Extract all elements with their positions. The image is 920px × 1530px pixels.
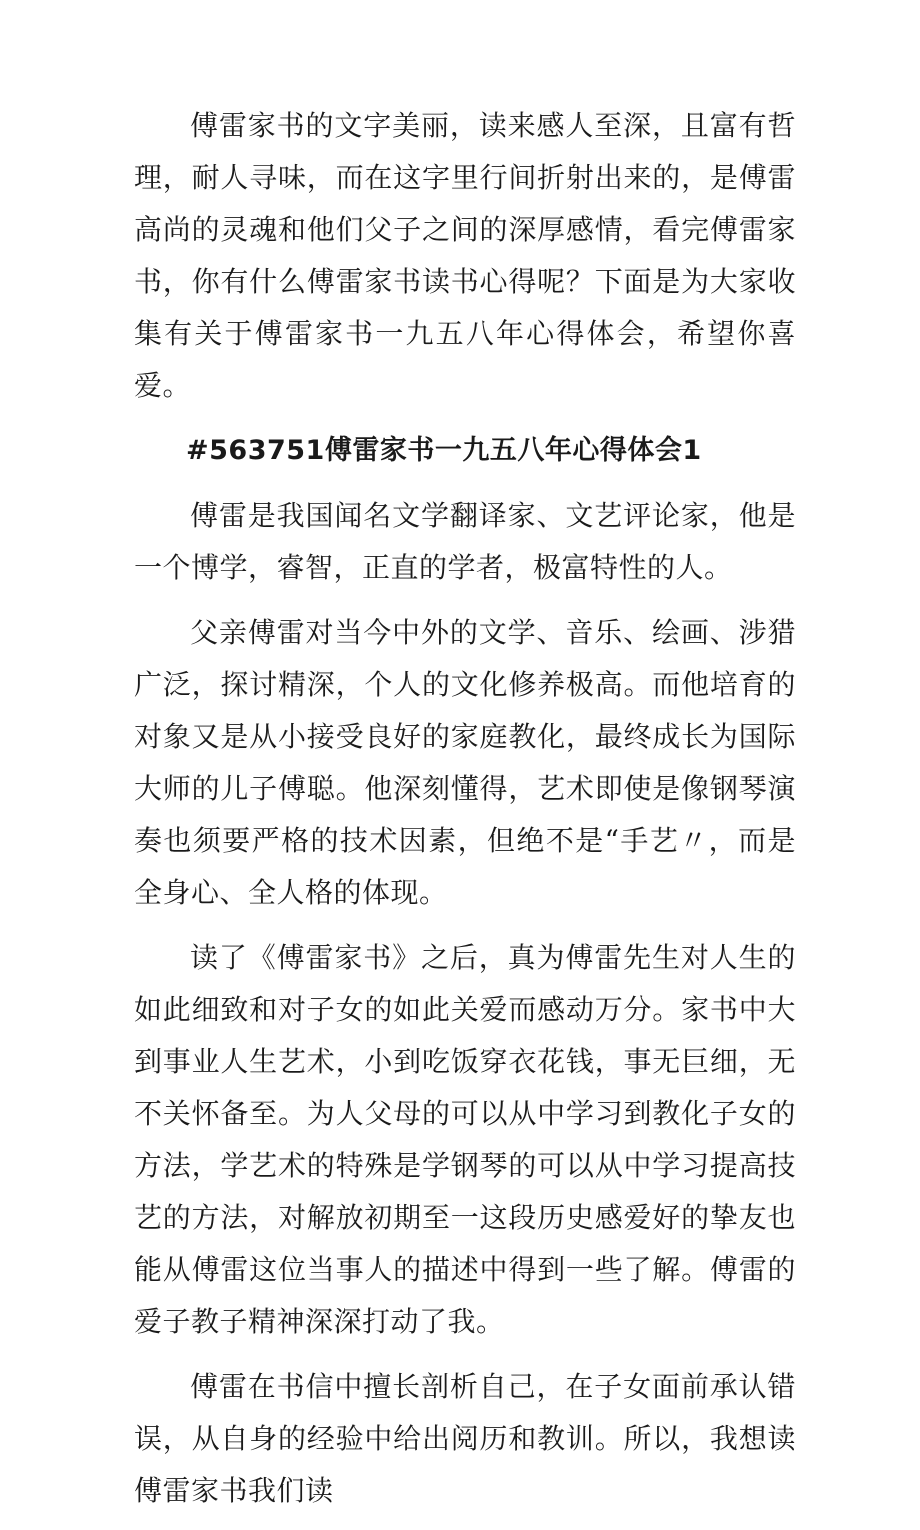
body-paragraph-2: 父亲傅雷对当今中外的文学、音乐、绘画、涉猎广泛，探讨精深，个人的文化修养极高。而他培育的对象又是从小接受良好的家庭教化，最终成长为国际大师的儿子傅聪。他深刻懂得，艺术即使是像钢琴演奏也须要严格的技术因素，但绝不是“手艺〃，而是全身心、全人格的体现。 — [134, 616, 796, 909]
body-paragraph-1: 傅雷是我国闻名文学翻译家、文艺评论家，他是一个博学，睿智，正直的学者，极富特性的人。 — [134, 499, 796, 584]
document-page — [134, 100, 796, 1530]
body-paragraph-4: 傅雷在书信中擅长剖析自己，在子女面前承认错误，从自身的经验中给出阅历和教训。所以，我想读傅雷家书我们读 — [134, 1370, 796, 1507]
body-paragraph-3: 读了《傅雷家书》之后，真为傅雷先生对人生的如此细致和对子女的如此关爱而感动万分。家书中大到事业人生艺术，小到吃饭穿衣花钱，事无巨细，无不关怀备至。为人父母的可以从中学习到教化子女的方法，学艺术的特殊是学钢琴的可以从中学习提高技艺的方法，对解放初期至一这段历史感爱好的挚友也能从傅雷这位当事人的描述中得到一些了解。傅雷的爱子教子精神深深打动了我。 — [134, 941, 796, 1338]
intro-paragraph: 傅雷家书的文字美丽，读来感人至深，且富有哲理，耐人寻味，而在这字里行间折射出来的，是傅雷高尚的灵魂和他们父子之间的深厚感情，看完傅雷家书，你有什么傅雷家书读书心得呢？下面是为大家收集有关于傅雷家书一九五八年心得体会，希望你喜爱。 — [134, 109, 796, 402]
section-heading: #563751傅雷家书一九五八年心得体会1 — [186, 435, 702, 466]
